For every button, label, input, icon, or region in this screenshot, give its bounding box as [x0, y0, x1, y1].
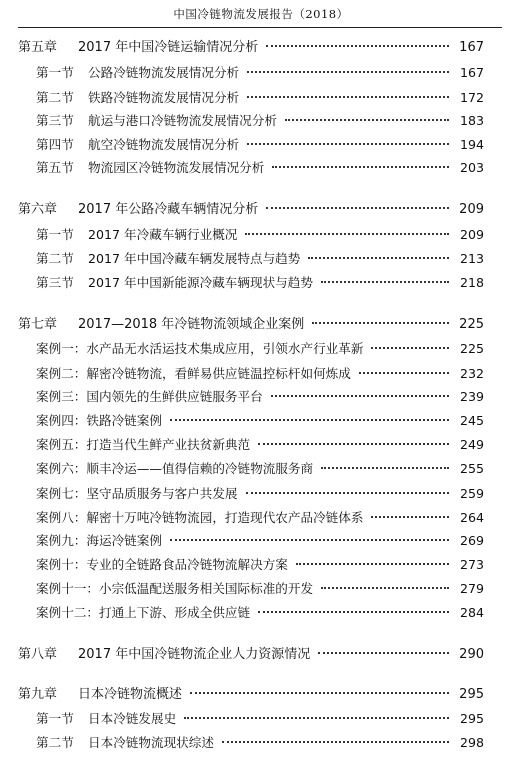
toc-section-entry [36, 709, 484, 729]
dot-leader [184, 717, 449, 719]
toc-page-number: 245 [459, 413, 484, 428]
toc-section-entry [36, 135, 484, 155]
toc-page-number: 183 [459, 113, 484, 128]
dot-leader [170, 419, 449, 421]
toc-case-entry [36, 387, 484, 407]
toc-entry-title: 2017 年公路冷藏车辆情况分析 [78, 202, 259, 217]
toc-section-entry [36, 158, 484, 178]
toc-case-entry [36, 435, 484, 455]
toc-page-number: 279 [459, 581, 484, 596]
toc-page-number: 284 [459, 605, 484, 620]
toc-entry-title: 案例三：国内领先的生鲜供应链服务平台 [36, 389, 263, 404]
dot-leader [247, 71, 449, 73]
toc-section-entry [36, 225, 484, 245]
toc-section-entry [36, 733, 484, 753]
toc-entry-number: 第六章 [18, 202, 58, 217]
toc-entry-number: 第一节 [36, 227, 74, 242]
toc-entry-title: 案例九：海运冷链案例 [36, 533, 162, 548]
toc-case-entry [36, 411, 484, 431]
toc-chapter-entry [18, 200, 484, 220]
toc-entry-number: 第二节 [36, 735, 74, 750]
toc-entry-number: 第一节 [36, 65, 74, 80]
toc-entry-number: 第七章 [18, 317, 58, 332]
toc-page-number: 295 [459, 711, 484, 726]
toc-page-number: 290 [459, 647, 484, 662]
toc-entry-title: 日本冷链物流概述 [78, 687, 183, 702]
toc-page-number: 298 [459, 735, 484, 750]
toc-entry-title: 2017—2018 年冷链物流领域企业案例 [78, 317, 305, 332]
dot-leader [371, 347, 449, 349]
toc-case-entry [36, 459, 484, 479]
toc-entry-number: 第一节 [36, 711, 74, 726]
dot-leader [285, 119, 449, 121]
dot-leader [271, 395, 449, 397]
dot-leader [190, 692, 449, 694]
toc-page-number: 232 [459, 366, 484, 381]
toc-chapter-entry [18, 315, 484, 335]
toc-entry-title: 案例七：坚守品质服务与客户共发展 [36, 486, 238, 501]
toc-entry-title: 航空冷链物流发展情况分析 [88, 137, 240, 152]
header-rule [18, 27, 502, 28]
toc-page-number: 269 [459, 533, 484, 548]
toc-entry-title: 2017 年中国新能源冷藏车辆现状与趋势 [88, 275, 313, 290]
toc-entry-title: 物流园区冷链物流发展情况分析 [88, 160, 265, 175]
dot-leader [245, 233, 449, 235]
toc-entry-number: 第四节 [36, 137, 74, 152]
dot-leader [312, 322, 449, 324]
toc-entry-number: 第八章 [18, 647, 58, 662]
dot-leader [258, 611, 449, 613]
toc-entry-title: 2017 年中国冷藏车辆发展特点与趋势 [88, 251, 301, 266]
toc-entry-title: 案例十二：打通上下游、形成全供应链 [36, 605, 251, 620]
toc-entry-title: 案例一：水产品无水活运技术集成应用，引领水产行业革新 [36, 341, 364, 356]
toc-chapter-entry [18, 685, 484, 705]
toc-chapter-entry [18, 645, 484, 665]
dot-leader [170, 539, 449, 541]
toc-chapter-entry [18, 38, 484, 58]
dot-leader [266, 45, 449, 47]
dot-leader [308, 257, 449, 259]
dot-leader [371, 516, 449, 518]
dot-leader [272, 166, 449, 168]
dot-leader [266, 207, 449, 209]
toc-page-number: 239 [459, 389, 484, 404]
toc-case-entry [36, 364, 484, 384]
toc-entry-number: 第五章 [18, 40, 58, 55]
toc-page-number: 209 [459, 227, 484, 242]
toc-case-entry [36, 555, 484, 575]
toc-entry-number: 第二节 [36, 251, 74, 266]
toc-entry-title: 公路冷链物流发展情况分析 [88, 65, 240, 80]
toc-section-entry [36, 249, 484, 269]
toc-section-entry [36, 88, 484, 108]
dot-leader [318, 652, 449, 654]
toc-case-entry [36, 484, 484, 504]
toc-section-entry [36, 273, 484, 293]
toc-entry-title: 航运与港口冷链物流发展情况分析 [88, 113, 277, 128]
toc-page-number: 225 [459, 341, 484, 356]
toc-page-number: 295 [459, 687, 484, 702]
toc-case-entry [36, 339, 484, 359]
toc-case-entry [36, 531, 484, 551]
toc-page-number: 172 [459, 90, 484, 105]
dot-leader [296, 563, 449, 565]
toc-entry-number: 第二节 [36, 90, 74, 105]
toc-section-entry [36, 63, 484, 83]
toc-page-number: 225 [459, 317, 484, 332]
toc-case-entry [36, 603, 484, 623]
toc-entry-number: 第三节 [36, 113, 74, 128]
toc-entry-title: 2017 年冷藏车辆行业概况 [88, 227, 238, 242]
toc-page-number: 209 [459, 202, 484, 217]
toc-page-number: 203 [459, 160, 484, 175]
toc-page-number: 249 [459, 437, 484, 452]
dot-leader [258, 443, 449, 445]
toc-entry-title: 案例二：解密冷链物流，看鲜易供应链温控标杆如何炼成 [36, 366, 351, 381]
dot-leader [321, 587, 449, 589]
toc-entry-title: 案例四：铁路冷链案例 [36, 413, 162, 428]
toc-page-number: 167 [459, 40, 484, 55]
toc-page-number: 167 [459, 65, 484, 80]
running-header: 中国冷链物流发展报告（2018） [173, 7, 349, 21]
toc-page-number: 255 [459, 461, 484, 476]
toc-entry-title: 案例十：专业的全链路食品冷链物流解决方案 [36, 557, 288, 572]
toc-entry-title: 日本冷链物流现状综述 [88, 735, 214, 750]
dot-leader [222, 741, 449, 743]
toc-entry-number: 第九章 [18, 687, 58, 702]
toc-page-number: 213 [459, 251, 484, 266]
toc-entry-number: 第五节 [36, 160, 74, 175]
toc-case-entry [36, 508, 484, 528]
toc-page-number: 259 [459, 486, 484, 501]
dot-leader [321, 467, 449, 469]
dot-leader [359, 372, 449, 374]
toc-entry-title: 案例十一：小宗低温配送服务相关国际标准的开发 [36, 581, 314, 596]
toc-entry-title: 案例八：解密十万吨冷链物流园，打造现代农产品冷链体系 [36, 510, 364, 525]
toc-entry-title: 日本冷链发展史 [88, 711, 177, 726]
dot-leader [247, 96, 449, 98]
dot-leader [321, 281, 449, 283]
toc-page-number: 264 [459, 510, 484, 525]
toc-page-number: 273 [459, 557, 484, 572]
toc-page-number: 218 [459, 275, 484, 290]
dot-leader [246, 492, 450, 494]
toc-entry-title: 案例六：顺丰冷运——值得信赖的冷链物流服务商 [36, 461, 314, 476]
toc-page-number: 194 [459, 137, 484, 152]
toc-section-entry [36, 111, 484, 131]
toc-entry-title: 2017 年中国冷链运输情况分析 [78, 40, 259, 55]
dot-leader [247, 143, 449, 145]
toc-entry-title: 2017 年中国冷链物流企业人力资源情况 [78, 647, 311, 662]
toc-entry-number: 第三节 [36, 275, 74, 290]
toc-case-entry [36, 579, 484, 599]
toc-entry-title: 案例五：打造当代生鲜产业扶贫新典范 [36, 437, 251, 452]
toc-entry-title: 铁路冷链物流发展情况分析 [88, 90, 240, 105]
